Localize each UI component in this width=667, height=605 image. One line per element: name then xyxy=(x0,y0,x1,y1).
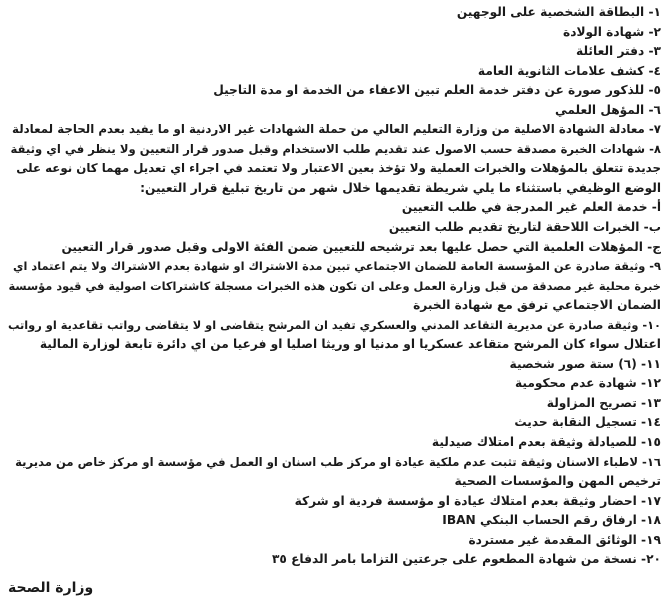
document-line: الوضع الوظيفي باستثناء ما يلي شريطة تقديمها خلال شهر من تاريخ تبليغ قرار التعيين: xyxy=(140,180,661,195)
document-line: ٢٠- نسخة من شهادة المطعوم على جرعتين التزاما بامر الدفاع ٣٥ xyxy=(271,552,661,567)
document-line: ب- الخبرات اللاحقة لتاريخ تقديم طلب التعيين xyxy=(388,220,661,235)
document-line: ٥- للذكور صورة عن دفتر خدمة العلم تبين الاعفاء من الخدمة او مدة التاجيل xyxy=(213,83,661,98)
document-line: ١٩- الوثائق المقدمة غير مستردة xyxy=(468,532,661,547)
document-line: جديدة تتعلق بالمؤهلات والخبرات العملية ولا تؤخذ بعين الاعتبار ولا تعتمد في اجراء اي تعديل مهما كان نوعه على xyxy=(16,161,661,176)
document-line: ١٢- شهادة عدم محكومية xyxy=(514,376,661,391)
document-line: اعتلال سواء كان المرشح متقاعد عسكريا او مدنيا او وريثا اصليا او فرعيا من اي دائرة تابعة لوزارة المالية xyxy=(39,337,661,352)
document-line: خبرة محلية غير مصدقة من قبل وزارة العمل وعلى ان تكون هذه الخبرات مسجلة كاشتراكات اصولية في قيود مؤسسة xyxy=(8,278,661,293)
document-line: ١- البطاقة الشخصية على الوجهين xyxy=(456,5,661,19)
document-line: ١١- (٦) ستة صور شخصية xyxy=(509,356,661,371)
document-line: ٩- وثيقة صادرة عن المؤسسة العامة للضمان الاجتماعي تبين مدة الاشتراك او شهادة بعدم الاشتراك ولا يتم اعتماد اي xyxy=(13,259,661,274)
document-line: ١٧- احضار وثيقة بعدم امتلاك عيادة او مؤسسة فردية او شركة xyxy=(294,493,661,508)
document-line: ٦- المؤهل العلمي xyxy=(554,102,661,117)
document-line: ١٦- لاطباء الاسنان وثيقة تثبت عدم ملكية عيادة او مركز طب اسنان او العمل في مؤسسة او مركز خاص من مديرية xyxy=(15,454,661,469)
document-line: ٨- شهادات الخبرة مصدقة حسب الاصول عند تقديم طلب الاستخدام وقبل صدور قرار التعيين ولا ينظر في اي وثيقة xyxy=(10,141,661,156)
ministry-of-health-heading: وزارة الصحة xyxy=(8,580,94,596)
document-line: ٧- معادلة الشهادة الاصلية من وزارة التعليم العالي من حملة الشهادات غير الاردنية او ما يفيد بعدم الحاجة لمعادلة xyxy=(12,122,661,137)
document-line: ١٨- ارفاق رقم الحساب البنكي IBAN xyxy=(442,513,661,528)
requirements-list xyxy=(6,3,661,570)
document-line: ١٥- للصيادلة وثيقة بعدم امتلاك صيدلية xyxy=(431,435,661,450)
document-line: ٢- شهادة الولادة xyxy=(563,24,661,39)
document-line: ٤- كشف علامات الثانوية العامة xyxy=(477,63,661,78)
document-line: ج- المؤهلات العلمية التي حصل عليها بعد ترشيحه للتعيين ضمن الفئة الاولى وقبل صدور قرار التعيين xyxy=(61,239,661,254)
document-line: الضمان الاجتماعي ترفق مع شهادة الخبرة xyxy=(413,298,661,313)
document-line: ترخيص المهن والمؤسسات الصحية xyxy=(454,474,661,489)
document-line: أ- خدمة العلم غير المدرجة في طلب التعيين xyxy=(401,200,661,215)
document-line: ١٠- وثيقة صادرة عن مديرية التقاعد المدني والعسكري تفيد ان المرشح يتقاضى او لا يتقاضى رواتب تقاعدية او رواتب xyxy=(7,317,661,332)
document-line: ١٣- تصريح المزاولة xyxy=(546,395,661,410)
document-line: ٣- دفتر العائلة xyxy=(576,44,661,59)
document-line: ١٤- تسجيل النقابة حديث xyxy=(514,415,661,430)
